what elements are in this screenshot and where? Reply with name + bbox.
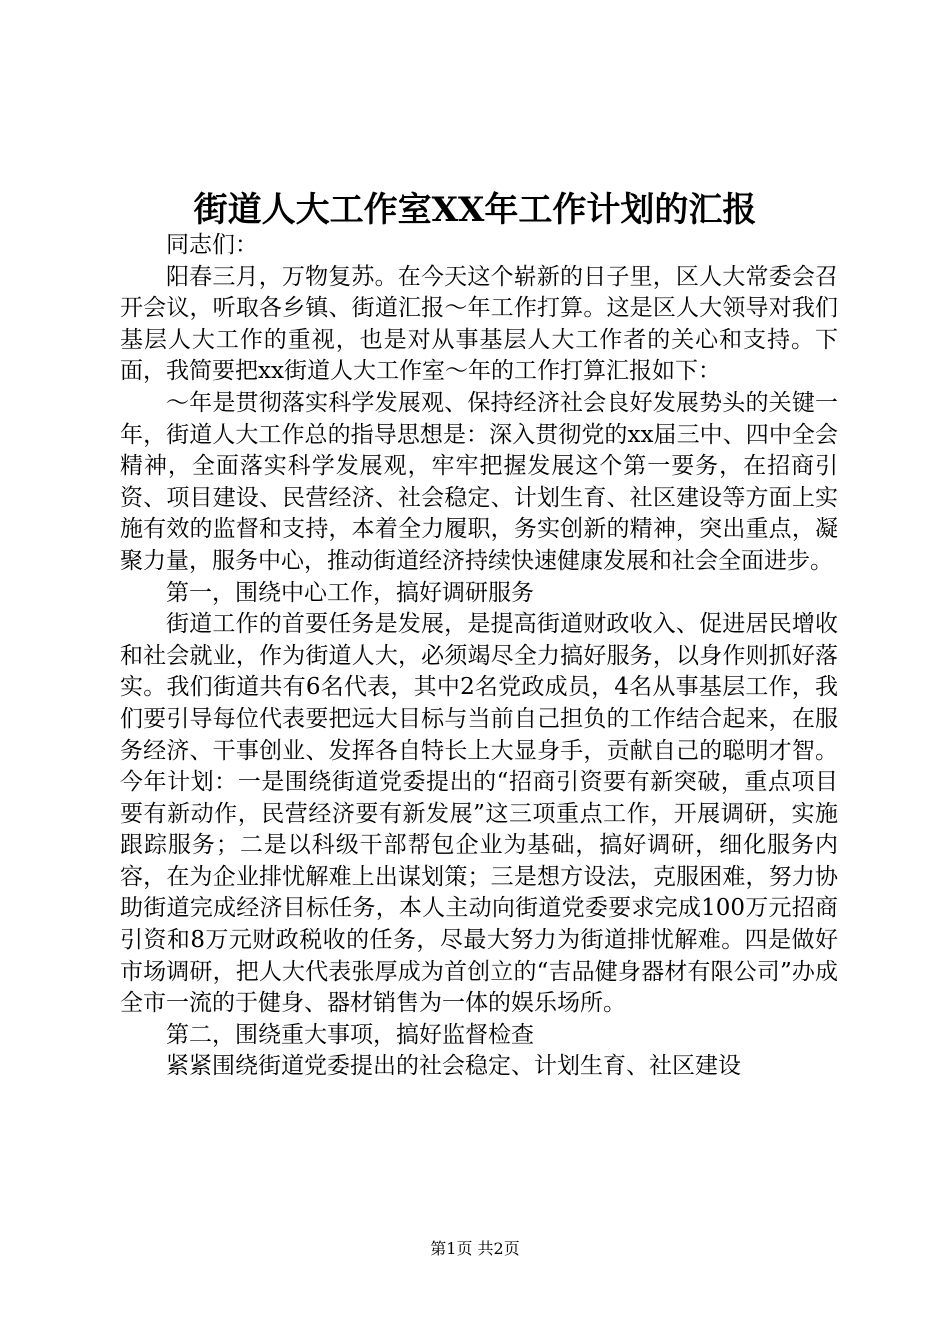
- paragraph-guiding-thought: ～年是贯彻落实科学发展观、保持经济社会良好发展势头的关键一年，街道人大工作总的指导思想是：深入贯彻党的xx届三中、四中全会精神，全面落实科学发展观，牢牢把握发展这个第一要务，在招商引资、项目建设、民营经济、社会稳定、计划生育、社区建设等方面上实施有效的监督和支持，本着全力履职，务实创新的精神，突出重点，凝聚力量，服务中心，推动街道经济持续快速健康发展和社会全面进步。: [120, 389, 838, 574]
- paragraph-section-1: 街道工作的首要任务是发展，是提高街道财政收入、促进居民增收和社会就业，作为街道人大，必须竭尽全力搞好服务，以身作则抓好落实。我们街道共有6名代表，其中2名党政成员，4名从事基层工作，我们要引导每位代表要把远大目标与当前自己担负的工作结合起来，在服务经济、干事创业、发挥各自特长上大显身手，贡献自己的聪明才智。今年计划：一是围绕街道党委提出的“招商引资要有新突破，重点项目要有新动作，民营经济要有新发展”这三项重点工作，开展调研，实施跟踪服务；二是以科级干部帮包企业为基础，搞好调研，细化服务内容，在为企业排忧解难上出谋划策；三是想方设法，克服困难，努力协助街道完成经济目标任务，本人主动向街道党委要求完成100万元招商引资和8万元财政税收的任务，尽最大努力为街道排忧解难。四是做好市场调研，把人大代表张厚成为首创立的“吉品健身器材有限公司”办成全市一流的于健身、器材销售为一体的娱乐场所。: [120, 611, 838, 1017]
- salutation: 同志们：: [166, 232, 258, 258]
- document-body: [120, 230, 838, 1083]
- section-heading-1: 第一，围绕中心工作，搞好调研服务: [166, 579, 534, 606]
- document-title: 街道人大工作室XX年工作计划的汇报: [193, 190, 757, 230]
- paragraph-section-2: 紧紧围绕街道党委提出的社会稳定、计划生育、社区建设: [166, 1053, 741, 1080]
- paragraph-intro: 阳春三月，万物复苏。在今天这个崭新的日子里，区人大常委会召开会议，听取各乡镇、街道汇报～年工作打算。这是区人大领导对我们基层人大工作的重视，也是对从事基层人大工作者的关心和支持。下面，我简要把xx街道人大工作室～年的工作打算汇报如下：: [120, 263, 838, 385]
- page-number-footer: 第1页 共2页: [430, 1239, 520, 1258]
- section-heading-2: 第二，围绕重大事项，搞好监督检查: [166, 1021, 534, 1048]
